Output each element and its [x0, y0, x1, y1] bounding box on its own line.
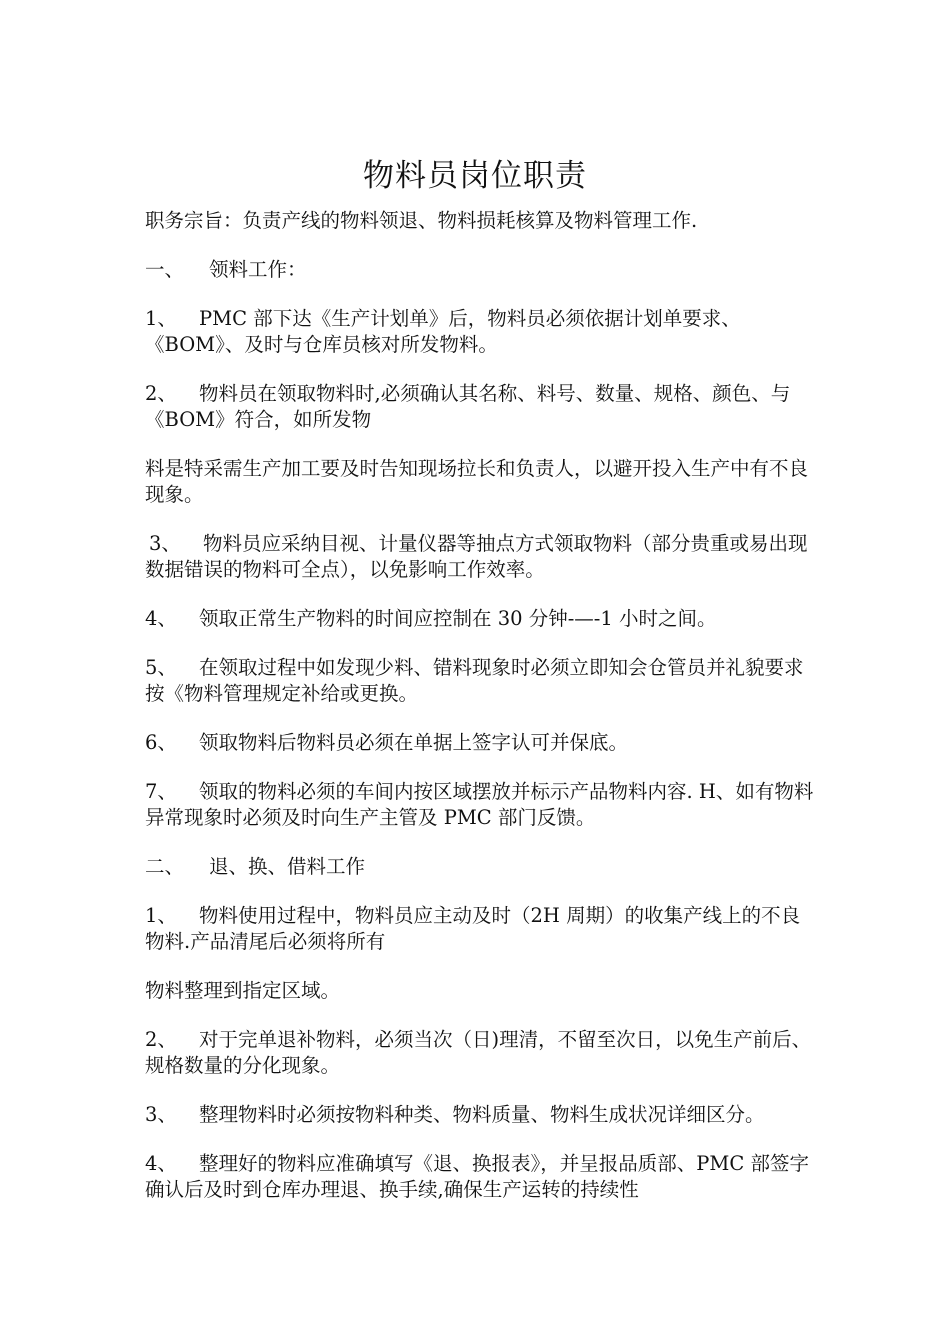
section-heading-2 — [145, 854, 815, 880]
item-text: 领取的物料必须的车间内按区域摆放并标示产品物料内容. H、如有物料异常现象时必须及时向生产主管及 PMC 部门反馈。 — [145, 780, 814, 829]
document-body — [145, 208, 815, 1226]
purpose-statement: 职务宗旨：负责产线的物料领退、物料损耗核算及物料管理工作. — [145, 209, 698, 232]
section-title: 领料工作： — [209, 258, 307, 281]
item-text: 领取正常生产物料的时间应控制在 30 分钟-—-1 小时之间。 — [199, 607, 717, 630]
item-text: 对于完单退补物料，必须当次（日)理清，不留至次日，以免生产前后、规格数量的分化现象。 — [145, 1028, 812, 1077]
section-number: 一、 — [145, 258, 185, 281]
item-number: 3、 — [149, 532, 181, 555]
item-text: 物料使用过程中，物料员应主动及时（2H 周期）的收集产线上的不良物料.产品清尾后必须将所有 — [145, 904, 801, 953]
item-number: 2、 — [145, 1028, 177, 1051]
section-heading-1 — [145, 257, 815, 283]
document-title: 物料员岗位职责 — [363, 158, 587, 194]
item-text: 领取物料后物料员必须在单据上签字认可并保底。 — [199, 731, 629, 754]
item-text: 整理物料时必须按物料种类、物料质量、物料生成状况详细区分。 — [199, 1103, 765, 1126]
item-number: 1、 — [145, 307, 177, 330]
item-number: 6、 — [145, 731, 177, 754]
item-number: 3、 — [145, 1103, 177, 1126]
list-item — [145, 903, 815, 955]
item-text: 物料员在领取物料时,必须确认其名称、料号、数量、规格、颜色、与《BOM》符合，如所发物 — [145, 382, 791, 431]
list-item — [145, 655, 815, 707]
list-item — [145, 606, 815, 632]
item-number: 1、 — [145, 904, 177, 927]
list-item — [145, 531, 815, 583]
item-number: 4、 — [145, 607, 177, 630]
item-number: 5、 — [145, 656, 177, 679]
list-item — [145, 306, 815, 358]
item-text: 物料员应采纳目视、计量仪器等抽点方式领取物料（部分贵重或易出现数据错误的物料可全点），以免影响工作效率。 — [145, 532, 808, 581]
item-number: 4、 — [145, 1152, 177, 1175]
list-item-continuation: 料是特采需生产加工要及时告知现场拉长和负责人，以避开投入生产中有不良现象。 — [145, 457, 809, 506]
list-item — [145, 1027, 815, 1079]
item-number: 2、 — [145, 382, 177, 405]
list-item — [145, 1102, 815, 1128]
list-item — [145, 1151, 815, 1203]
section-title: 退、换、借料工作 — [209, 855, 366, 878]
list-item — [145, 381, 815, 433]
list-item — [145, 779, 815, 831]
section-number: 二、 — [145, 855, 185, 878]
item-number: 7、 — [145, 780, 177, 803]
list-item — [145, 730, 815, 756]
item-text: 在领取过程中如发现少料、错料现象时必须立即知会仓管员并礼貌要求按《物料管理规定补给或更换。 — [145, 656, 804, 705]
list-item-continuation: 物料整理到指定区域。 — [145, 979, 341, 1002]
item-text: 整理好的物料应准确填写《退、换报表》，并呈报品质部、PMC 部签字确认后及时到仓库办理退、换手续,确保生产运转的持续性 — [145, 1152, 809, 1201]
item-text: PMC 部下达《生产计划单》后，物料员必须依据计划单要求、《BOM》、及时与仓库员核对所发物料。 — [145, 307, 741, 356]
